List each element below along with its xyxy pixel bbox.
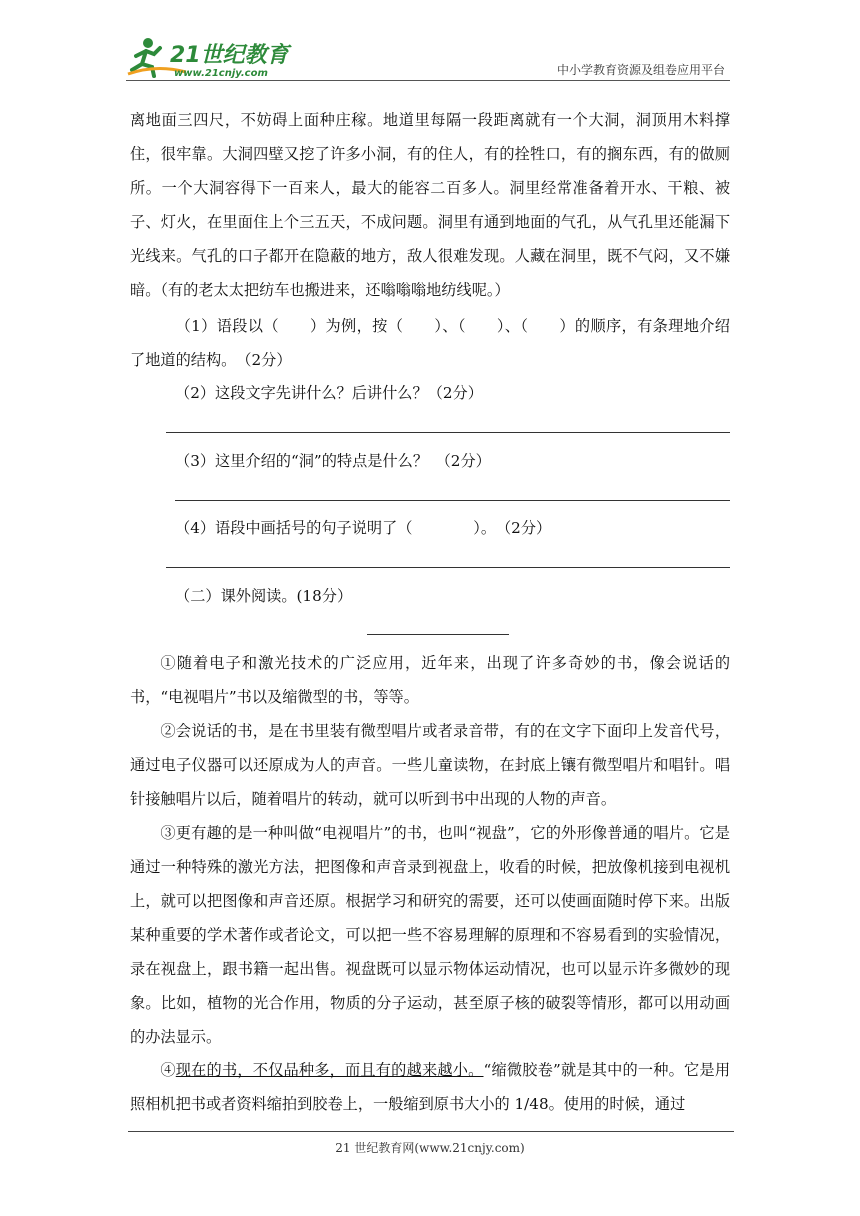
paragraph-3: ③更有趣的是一种叫做“电视唱片”的书，也叫“视盘”，它的外形像普通的唱片。它是通过一种特殊的激光方法，把图像和声音录到视盘上，收看的时候，把放像机接到电视机上，就可以把图像和声音还原。根据学习和研究的需要，还可以使画面随时停下来。出版某种重要的学术著作或者论文，可以把一些不容易理解的原理和不容易看到的实验情况，录在视盘上，跟书籍一起出售。视盘既可以显示物体运动情况，也可以显示许多微妙的现象。比如，植物的光合作用，物质的分子运动，甚至原子核的破裂等情形，都可以用动画的办法显示。 xyxy=(130,824,730,1046)
question-4: （4）语段中画括号的句子说明了（ ）。 （2分） xyxy=(175,519,552,537)
question-3: （3）这里介绍的“洞”的特点是什么？ （2分） xyxy=(175,452,491,470)
question-2: （2）这段文字先讲什么？后讲什么？（2分） xyxy=(175,384,483,402)
site-logo[interactable] xyxy=(126,34,296,80)
underlined-sentence: 现在的书，不仅品种多，而且有的越来越小。 xyxy=(175,1061,484,1079)
passage-text: 离地面三四尺，不妨碍上面种庄稼。地道里每隔一段距离就有一个大洞，洞顶用木料撑住，很牢靠。大洞四壁又挖了许多小洞，有的住人，有的拴牲口，有的搁东西，有的做厕所。一个大洞容得下一百来人，最大的能容二百多人。洞里经常准备着开水、干粮、被子、灯火，在里面住上个三五天，不成问题。洞里有通到地面的气孔，从气孔里还能漏下光线来。气孔的口子都开在隐蔽的地方，敌人很难发现。人藏在洞里，既不气闷，又不嫌暗。（有的老太太把纺车也搬进来，还嗡嗡嗡地纺线呢。） xyxy=(130,111,730,299)
answer-line-2[interactable] xyxy=(166,432,730,433)
header-platform-text: 中小学教育资源及组卷应用平台 xyxy=(556,63,725,77)
answer-line-3[interactable] xyxy=(175,500,730,501)
svg-text:21世纪教育: 21世纪教育 xyxy=(170,43,289,68)
paragraph-4-rest: “缩微胶卷”就是其中的一种。它是用照相机把书或者资料缩拍到胶卷上，一般缩到原书大小的 1/48。使用的时候，通过 xyxy=(130,1061,731,1113)
paragraph-2: ②会说话的书，是在书里装有微型唱片或者录音带，有的在文字下面印上发音代号，通过电子仪器可以还原成为人的声音。一些儿童读物，在封底上镶有微型唱片和唱针。唱针接触唱片以后，随着唱片的转动，就可以听到书中出现的人物的声音。 xyxy=(130,722,730,808)
svg-text:www.21cnjy.com: www.21cnjy.com xyxy=(174,68,268,79)
paragraph-4 xyxy=(130,1053,730,1121)
title-answer-blank[interactable] xyxy=(367,634,509,635)
answer-line-4[interactable] xyxy=(166,567,730,568)
paragraph-1: ①随着电子和激光技术的广泛应用，近年来，出现了许多奇妙的书，像会说话的书，“电视唱片”书以及缩微型的书，等等。 xyxy=(130,654,730,706)
paragraph-4-number: ④ xyxy=(160,1061,176,1079)
header-divider xyxy=(126,80,730,81)
question-1: （1）语段以（ ）为例，按（ ）、（ ）、（ ）的顺序，有条理地介绍了地道的结构。 （2分） xyxy=(130,317,730,369)
section-heading: （二）课外阅读。(18分） xyxy=(175,587,353,605)
footer-text: 21 世纪教育网(www.21cnjy.com) xyxy=(335,1141,525,1155)
runner-logo-icon xyxy=(126,34,296,80)
footer-divider xyxy=(128,1131,734,1132)
